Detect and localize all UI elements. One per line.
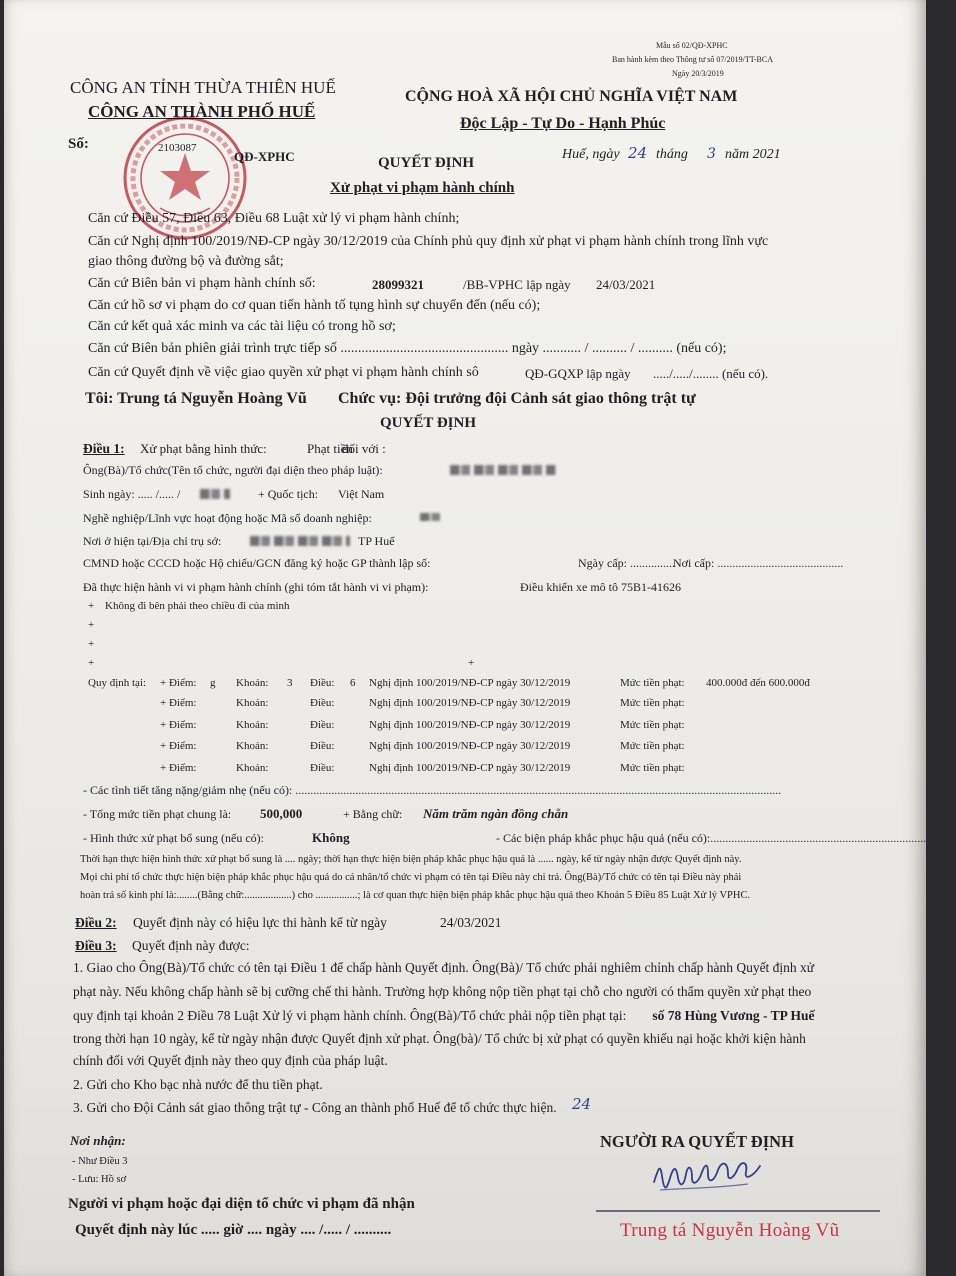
- article3-item1-line: trong thời hạn 10 ngày, kể từ ngày nhận được Quyết định xử phạt. Ông(bà)/ Tổ chức bị xử phạt có quyền khiếu nại hoặc khởi kiện hành: [73, 1031, 806, 1046]
- recipients-label: Nơi nhận:: [70, 1133, 126, 1148]
- additional-penalty-label: - Hình thức xử phạt bổ sung (nếu có):: [83, 831, 264, 845]
- document-subtitle: Xử phạt vi phạm hành chính: [330, 180, 515, 196]
- article1-label: Điều 1:: [83, 441, 125, 456]
- article3-item2: 2. Gửi cho Kho bạc nhà nước để thu tiền phạt.: [73, 1077, 323, 1092]
- signature-underline: [596, 1210, 880, 1212]
- month-label: tháng: [656, 147, 688, 162]
- receipt-line2: Quyết định này lúc ..... giờ .... ngày .... /..... / ..........: [75, 1222, 392, 1238]
- article3-item1-line: chính đối với Quyết định này theo quy định của pháp luật.: [73, 1053, 388, 1068]
- handwritten-note: 24: [572, 1095, 592, 1113]
- agency-parent: CÔNG AN TỈNH THỪA THIÊN HUẾ: [70, 78, 336, 97]
- basis-record-suffix: /BB-VPHC lập ngày: [463, 277, 571, 292]
- costs-paragraph-line1: Mọi chi phí tổ chức thực hiện biện pháp khắc phục hậu quả do cá nhân/tổ chức vi phạm có tên tại Điều này chi trả. Ông(Bà)/Tổ chức có tên tại Điều này phải: [80, 872, 742, 883]
- regulation-article-label: Điều:: [310, 677, 335, 689]
- form-issued-with: Ban hành kèm theo Thông tư số 07/2019/TT-BCA: [612, 55, 773, 64]
- agency-unit: CÔNG AN THÀNH PHỐ HUẾ: [88, 102, 316, 121]
- regulation-decree: Nghị định 100/2019/NĐ-CP ngày 30/12/2019: [369, 719, 571, 731]
- basis-decree-line1: Căn cứ Nghị định 100/2019/NĐ-CP ngày 30/12/2019 của Chính phủ quy định xử phạt vi phạm hành chính trong lĩnh vực: [88, 234, 769, 249]
- handwritten-month: 3: [707, 146, 716, 162]
- regulation-point-label: + Điểm:: [160, 697, 197, 709]
- penalty-form-label: Xử phạt bằng hình thức:: [140, 441, 267, 456]
- regulation-fine-label: Mức tiền phạt:: [620, 740, 685, 752]
- redacted-address: [250, 536, 350, 546]
- regulation-article-label: Điều:: [310, 697, 335, 709]
- decision-number: 2103087: [158, 142, 197, 154]
- total-fine-label: - Tổng mức tiền phạt chung là:: [83, 807, 232, 821]
- violation-behavior: Điều khiển xe mô tô 75B1-41626: [520, 580, 681, 594]
- officer-position: Chức vụ: Đội trưởng đội Cảnh sát giao thông trật tự: [338, 390, 696, 407]
- regulation-article-label: Điều:: [310, 762, 335, 774]
- decision-number-suffix: QĐ-XPHC: [234, 149, 295, 164]
- birth-date-label: Sinh ngày: ..... /..... /: [83, 487, 181, 501]
- regulation-fine: 400.000đ đến 600.000đ: [706, 677, 810, 689]
- basis-delegation-number: QĐ-GQXP lập ngày: [525, 366, 631, 381]
- regulation-decree: Nghị định 100/2019/NĐ-CP ngày 30/12/2019: [369, 762, 571, 774]
- redacted-birth-year: [200, 489, 230, 499]
- signer-name-stamp: Trung tá Nguyễn Hoàng Vũ: [620, 1220, 840, 1241]
- place-date-label: Huế, ngày: [562, 147, 620, 162]
- regulation-clause-label: Khoản:: [236, 719, 269, 731]
- regulation-article-label: Điều:: [310, 719, 335, 731]
- article3-item1-text: quy định tại khoản 2 Điều 78 Luật Xử lý vi phạm hành chính. Ông(Bà)/Tổ chức phải nộp tiền phạt tại:: [73, 1008, 627, 1023]
- signature-icon: [648, 1148, 768, 1200]
- effective-date: 24/03/2021: [440, 915, 502, 930]
- regulation-clause-label: Khoản:: [236, 762, 269, 774]
- decision-number-label: Số:: [68, 136, 89, 152]
- nationality-label: + Quốc tịch:: [258, 487, 319, 501]
- regulation-decree: Nghị định 100/2019/NĐ-CP ngày 30/12/2019: [369, 740, 571, 752]
- officer-name: Tôi: Trung tá Nguyễn Hoàng Vũ: [85, 390, 307, 407]
- recipient-item: - Lưu: Hồ sơ: [72, 1174, 127, 1185]
- year-label: năm 2021: [725, 147, 781, 162]
- regulation-point-label: + Điểm:: [160, 762, 197, 774]
- address-label: Nơi ở hiện tại/Địa chỉ trụ sở:: [83, 534, 222, 548]
- regulation-decree: Nghị định 100/2019/NĐ-CP ngày 30/12/2019: [369, 697, 571, 709]
- regulation-article: 6: [350, 677, 356, 689]
- violation-bullet: +: [88, 619, 95, 631]
- regulation-fine-label: Mức tiền phạt:: [620, 719, 685, 731]
- basis-record-date: 24/03/2021: [596, 277, 656, 292]
- receipt-line1: Người vi phạm hoặc đại diện tổ chức vi phạm đã nhận: [68, 1196, 415, 1212]
- signer-title: NGƯỜI RA QUYẾT ĐỊNH: [600, 1132, 794, 1151]
- regulation-clause-label: Khoản:: [236, 697, 269, 709]
- article2-text: Quyết định này có hiệu lực thi hành kể từ ngày: [133, 915, 387, 930]
- regulation-point-label: + Điểm:: [160, 740, 197, 752]
- offender-name-label: Ông(Bà)/Tổ chức(Tên tổ chức, người đại diện theo pháp luật):: [83, 463, 383, 477]
- redacted-offender-name: [450, 465, 556, 475]
- nation-motto: Độc Lập - Tự Do - Hạnh Phúc: [460, 115, 666, 132]
- violation-bullet-extra: +: [468, 657, 475, 669]
- regulation-fine-label: Mức tiền phạt:: [620, 677, 685, 689]
- total-fine: 500,000: [260, 806, 303, 821]
- article3-item1-line: 1. Giao cho Ông(Bà)/Tổ chức có tên tại Điều 1 để chấp hành Quyết định. Ông(Bà)/ Tổ chức phải nghiêm chỉnh chấp hành Quyết định xử: [73, 960, 815, 975]
- article3-item1-line: [73, 1008, 815, 1024]
- article3-item1-line: phạt này. Nếu không chấp hành sẽ bị cưỡng chế thi hành. Trường hợp không nộp tiền phạt tại chỗ cho người có thẩm quyền xử phạt theo: [73, 984, 812, 999]
- id-document-label: CMND hoặc CCCD hoặc Hộ chiếu/GCN đăng ký hoặc GP thành lập số:: [83, 556, 431, 570]
- circumstances: - Các tình tiết tăng nặng/giảm nhẹ (nếu có): ..................................................................................................................................................................: [83, 783, 782, 797]
- regulation-article-label: Điều:: [310, 740, 335, 752]
- regulation-fine-label: Mức tiền phạt:: [620, 762, 685, 774]
- regulation-fine-label: Mức tiền phạt:: [620, 697, 685, 709]
- basis-law: Căn cứ Điều 57, Điều 63, Điều 68 Luật xử lý vi phạm hành chính;: [88, 211, 460, 226]
- basis-delegation-date: ...../...../........ (nếu có).: [653, 366, 769, 381]
- id-issue-place: Nơi cấp: ..........................................: [673, 556, 844, 570]
- payment-place: số 78 Hùng Vương - TP Huế: [652, 1008, 815, 1023]
- regulation-label: Quy định tại:: [88, 677, 147, 689]
- occupation-label: Nghề nghiệp/Lĩnh vực hoạt động hoặc Mã số doanh nghiệp:: [83, 511, 372, 525]
- form-issued-date: Ngày 20/3/2019: [672, 69, 724, 78]
- decision-heading: QUYẾT ĐỊNH: [380, 415, 476, 431]
- basis-record-label: Căn cứ Biên bản vi phạm hành chính số:: [88, 276, 316, 291]
- article3-item3: 3. Gửi cho Đội Cảnh sát giao thông trật tự - Công an thành phố Huế để tổ chức thực hiện.: [73, 1100, 557, 1115]
- regulation-clause-label: Khoản:: [236, 677, 269, 689]
- remedial-measures: - Các biện pháp khắc phục hậu quả (nếu có):........................................................................: [496, 831, 927, 845]
- additional-penalty: Không: [312, 830, 350, 845]
- violation-text: Không đi bên phải theo chiều đi của mình: [105, 600, 290, 612]
- basis-delegation-label: Căn cứ Quyết định về việc giao quyền xử phạt vi phạm hành chính sô: [88, 365, 479, 380]
- handwritten-day: 24: [628, 144, 648, 162]
- basis-criminal-file: Căn cứ hồ sơ vi phạm do cơ quan tiến hành tố tụng hình sự chuyển đến (nếu có);: [88, 298, 541, 313]
- regulation-clause: 3: [287, 677, 293, 689]
- id-issue-date: Ngày cấp: ...............: [578, 556, 675, 570]
- article3-label: Điều 3:: [75, 938, 117, 953]
- article2-label: Điều 2:: [75, 915, 117, 930]
- regulation-decree: Nghị định 100/2019/NĐ-CP ngày 30/12/2019: [369, 677, 571, 689]
- violation-bullet: +: [88, 657, 95, 669]
- fine-in-words: Năm trăm ngàn đồng chẵn: [423, 806, 569, 821]
- address-city: TP Huế: [358, 534, 395, 548]
- basis-explanation: Căn cứ Biên bản phiên giải trình trực tiếp số ................................................ ngày ........... / .......... / .......... (nếu có);: [88, 341, 727, 356]
- penalty-form: Phạt tiền: [307, 441, 353, 456]
- violation-behavior-label: Đã thực hiện hành vi vi phạm hành chính (ghi tóm tắt hành vi vi phạm):: [83, 580, 429, 594]
- document-title: QUYẾT ĐỊNH: [378, 155, 474, 171]
- violation-bullet: +: [88, 638, 95, 650]
- regulation-point-label: + Điểm:: [160, 677, 197, 689]
- costs-paragraph-line2: hoàn trả số kinh phí là:........(Bằng chữ:..................) cho ................; là cơ quan thực hiện biện pháp khắc phục hậu quả theo Khoản 5 Điều 85 Luật Xử lý VPHC.: [80, 890, 751, 901]
- nation-name: CỘNG HOÀ XÃ HỘI CHỦ NGHĨA VIỆT NAM: [405, 88, 738, 105]
- regulation-point: g: [210, 677, 216, 689]
- violation-bullet: +: [88, 600, 95, 612]
- basis-verification: Căn cứ kết quả xác minh va các tài liệu có trong hồ sơ;: [88, 319, 396, 334]
- regulation-clause-label: Khoản:: [236, 740, 269, 752]
- recipient-item: - Như Điều 3: [72, 1156, 128, 1167]
- basis-decree-line2: giao thông đường bộ và đường sắt;: [88, 254, 284, 269]
- nationality-value: Việt Nam: [338, 487, 385, 501]
- fine-in-words-label: + Bằng chữ:: [343, 807, 403, 821]
- regulation-point-label: + Điểm:: [160, 719, 197, 731]
- penalty-target: đối với :: [342, 441, 386, 456]
- article3-text: Quyết định này được:: [132, 938, 250, 953]
- basis-record-number: 28099321: [372, 277, 424, 292]
- form-template-number: Mẫu số 02/QĐ-XPHC: [656, 41, 728, 50]
- redacted-occupation: [420, 513, 444, 521]
- deadline-paragraph: Thời hạn thực hiện hình thức xử phạt bổ sung là .... ngày; thời hạn thực hiện biện pháp khắc phục hậu quả là ...... ngày, kể từ ngày nhận được Quyết định này.: [80, 854, 742, 865]
